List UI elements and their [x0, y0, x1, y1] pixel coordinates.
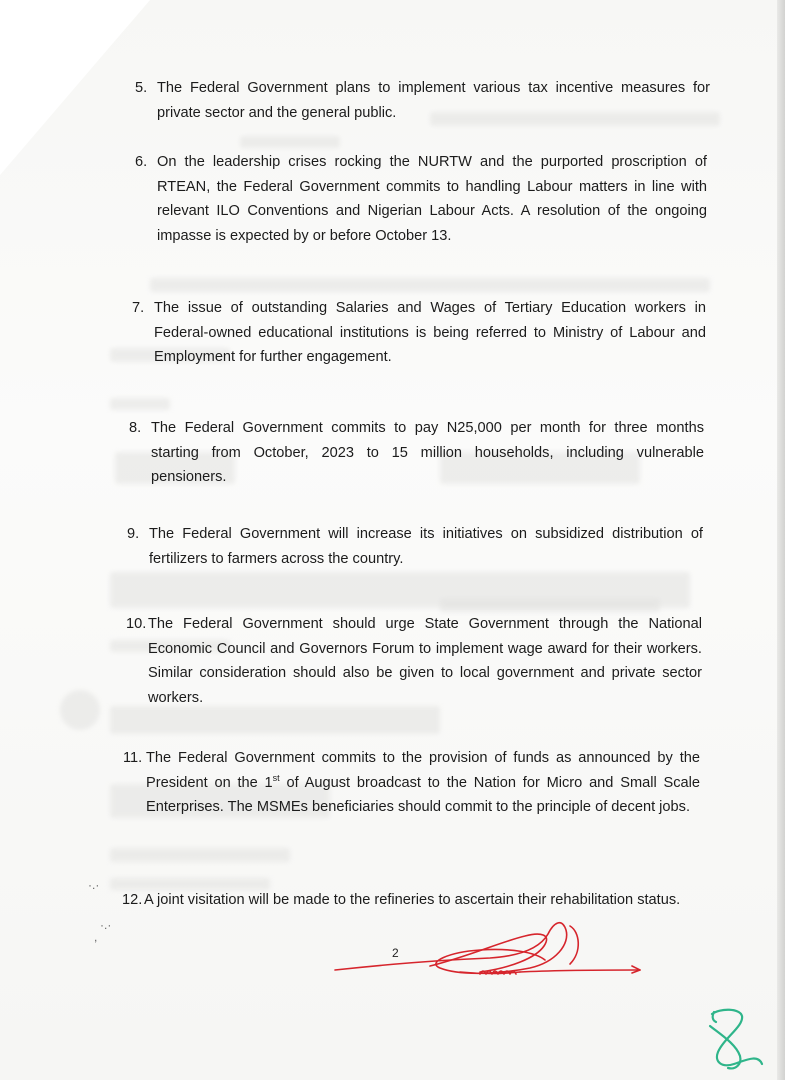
list-item-number: 10.	[126, 616, 147, 632]
scan-speck: ,	[94, 930, 98, 944]
item-text-part: of August broadcast to the Nation for Micro and Small Scale Enterprises. The MSMEs beneficiaries should commit to the principle of decent jobs.	[146, 774, 700, 816]
list-item-text: A joint visitation will be made to the refineries to ascertain their rehabilitation status.	[144, 892, 681, 908]
scan-speck: ·.·	[88, 878, 100, 892]
list-item-text: The Federal Government commits to pay N25,000 per month for three months starting from October, 2023 to 15 million households, including vulnerable pensioners.	[151, 420, 704, 486]
list-item-number: 8.	[129, 420, 142, 436]
list-item-number: 11.	[123, 750, 143, 766]
list-item-text: On the leadership crises rocking the NURTW and the purported proscription of RTEAN, the Federal Government commits to handling Labour matters in line with relevant ILO Conventions and Nigerian Labour Acts. A resolution of the ongoing impasse is expected by or before October 13.	[157, 154, 707, 244]
folded-corner	[0, 0, 150, 175]
scan-speck: ·.·	[100, 918, 112, 932]
list-item-number: 7.	[132, 300, 145, 316]
paper-edge	[777, 0, 785, 1080]
list-item-text: The issue of outstanding Salaries and Wages of Tertiary Education workers in Federal-owned educational institutions is being referred to Ministry of Labour and Employment for further engagement.	[154, 300, 706, 366]
bleed-through-text	[440, 598, 660, 612]
list-item-number: 5.	[135, 80, 148, 96]
bleed-through-text	[240, 136, 340, 148]
bleed-through-mark	[60, 690, 100, 730]
handwritten-initials	[700, 1004, 770, 1076]
list-item-number: 9.	[127, 526, 140, 542]
bleed-through-text	[110, 398, 170, 410]
bleed-through-text	[110, 848, 290, 862]
page-number: 2	[392, 946, 399, 960]
ordinal-suffix: st	[272, 772, 280, 783]
item-text-part: The Federal Government commits to the provision of funds as announced by the President on the 1	[146, 750, 700, 791]
list-item-number: 6.	[135, 154, 148, 170]
list-item-text: The Federal Government should urge State Government through the National Economic Council and Governors Forum to implement wage award for their workers. Similar consideration should also be given to local government and private sector workers.	[148, 616, 702, 706]
bleed-through-text	[150, 278, 710, 292]
list-item-text	[146, 746, 700, 820]
list-item-number: 12.	[122, 892, 143, 908]
list-item-text: The Federal Government plans to implement various tax incentive measures for private sector and the general public.	[157, 80, 710, 121]
handwritten-signature	[330, 912, 650, 992]
list-item-text: The Federal Government will increase its initiatives on subsidized distribution of fertilizers to farmers across the country.	[149, 526, 703, 567]
